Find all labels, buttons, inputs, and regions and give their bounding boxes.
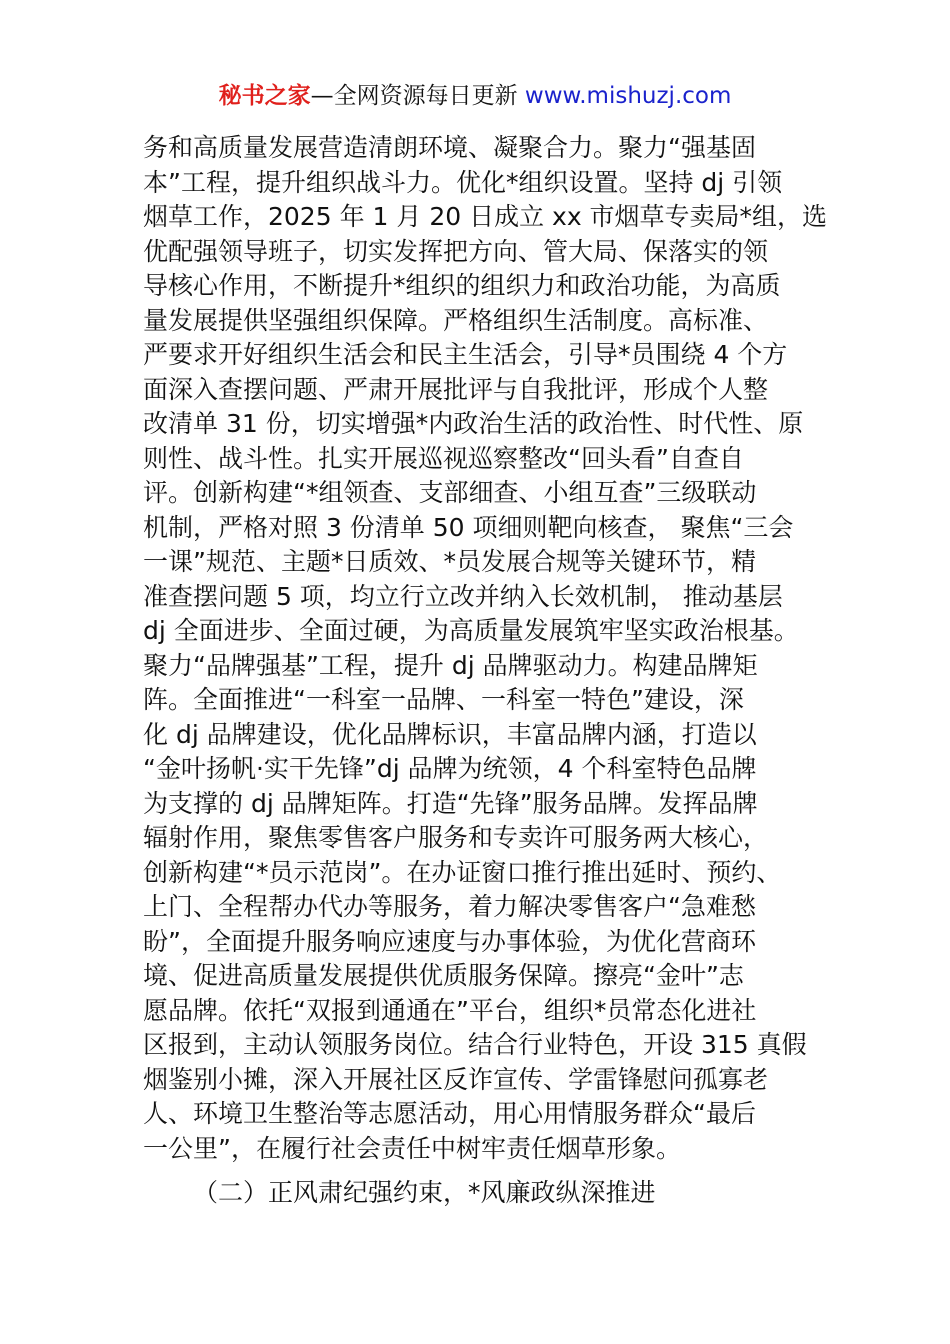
text-line: 导核心作用，不断提升*组织的组织力和政治功能，为高质 xyxy=(143,271,781,300)
text-line: 机制，严格对照 3 份清单 50 项细则靶向核查， 聚焦“三会 xyxy=(143,512,794,542)
text-line: 烟草工作，2025 年 1 月 20 日成立 xx 市烟草专卖局*组，选 xyxy=(143,202,828,231)
text-line: 量发展提供坚强组织保障。严格组织生活制度。高标准、 xyxy=(143,305,769,335)
text-line: 务和高质量发展营造清朗环境、凝聚合力。聚力“强基固 xyxy=(143,133,756,162)
text-line: 区报到，主动认领服务岗位。结合行业特色，开设 315 真假 xyxy=(143,1030,807,1059)
text-line: 创新构建“*员示范岗”。在办证窗口推行推出延时、预约、 xyxy=(143,857,782,887)
text-line: 人、环境卫生整治等志愿活动，用心用情服务群众“最后 xyxy=(143,1099,756,1128)
text-line: 烟鉴别小摊，深入开展社区反诈宣传、学雷锋慰问孤寡老 xyxy=(143,1064,769,1094)
text-line: 阵。全面推进“一科室一品牌、一科室一特色”建设，深 xyxy=(143,685,744,714)
text-line: 上门、全程帮办代办等服务，着力解决零售客户“急难愁 xyxy=(143,892,756,921)
text-line: 则性、战斗性。扎实开展巡视巡察整改“回头看”自查自 xyxy=(143,443,744,473)
text-line: 盼”，全面提升服务响应速度与办事体验，为优化营商环 xyxy=(143,926,756,956)
text-line: 一课”规范、主题*日质效、*员发展合规等关键环节，精 xyxy=(143,547,756,576)
text-line: “金叶扬帆·实干先锋”dj 品牌为统领，4 个科室特色品牌 xyxy=(143,754,757,783)
text-line: 面深入查摆问题、严肃开展批评与自我批评，形成个人整 xyxy=(143,374,769,404)
text-line: 严要求开好组织生活会和民主生活会，引导*员围绕 4 个方 xyxy=(143,340,788,369)
text-line: 准查摆问题 5 项，均立行立改并纳入长效机制， 推动基层 xyxy=(143,581,783,611)
text-line: 本”工程，提升组织战斗力。优化*组织设置。坚持 dj 引领 xyxy=(143,167,783,197)
brand-name: 秘书之家 xyxy=(218,83,311,109)
text-line: 化 dj 品牌建设，优化品牌标识，丰富品牌内涵，打造以 xyxy=(143,719,757,749)
header-slogan: —全网资源每日更新 xyxy=(310,83,525,109)
text-line: 改清单 31 份，切实增强*内政治生活的政治性、时代性、原 xyxy=(143,409,804,438)
text-line: 为支撑的 dj 品牌矩阵。打造“先锋”服务品牌。发挥品牌 xyxy=(143,788,758,818)
text-line: 聚力“品牌强基”工程，提升 dj 品牌驱动力。构建品牌矩 xyxy=(143,650,758,680)
section-heading: （二）正风肃纪强约束，*风廉政纵深推进 xyxy=(193,1178,656,1207)
text-line: 优配强领导班子，切实发挥把方向、管大局、保落实的领 xyxy=(143,236,769,266)
text-line: 辐射作用，聚焦零售客户服务和专卖许可服务两大核心， xyxy=(143,823,769,852)
body-paragraph xyxy=(143,131,828,1166)
text-line: dj 全面进步、全面过硬，为高质量发展筑牢坚实政治根基。 xyxy=(143,616,799,645)
text-line: 愿品牌。依托“双报到通通在”平台，组织*员常态化进社 xyxy=(143,995,757,1025)
text-line: 境、促进高质量发展提供优质服务保障。擦亮“金叶”志 xyxy=(143,961,744,990)
site-url-link[interactable]: www.mishuzj.com xyxy=(524,83,732,109)
text-line: 一公里”，在履行社会责任中树牢责任烟草形象。 xyxy=(143,1133,681,1163)
text-line: 评。创新构建“*组领查、支部细查、小组互查”三级联动 xyxy=(143,478,757,507)
site-header xyxy=(0,80,950,112)
